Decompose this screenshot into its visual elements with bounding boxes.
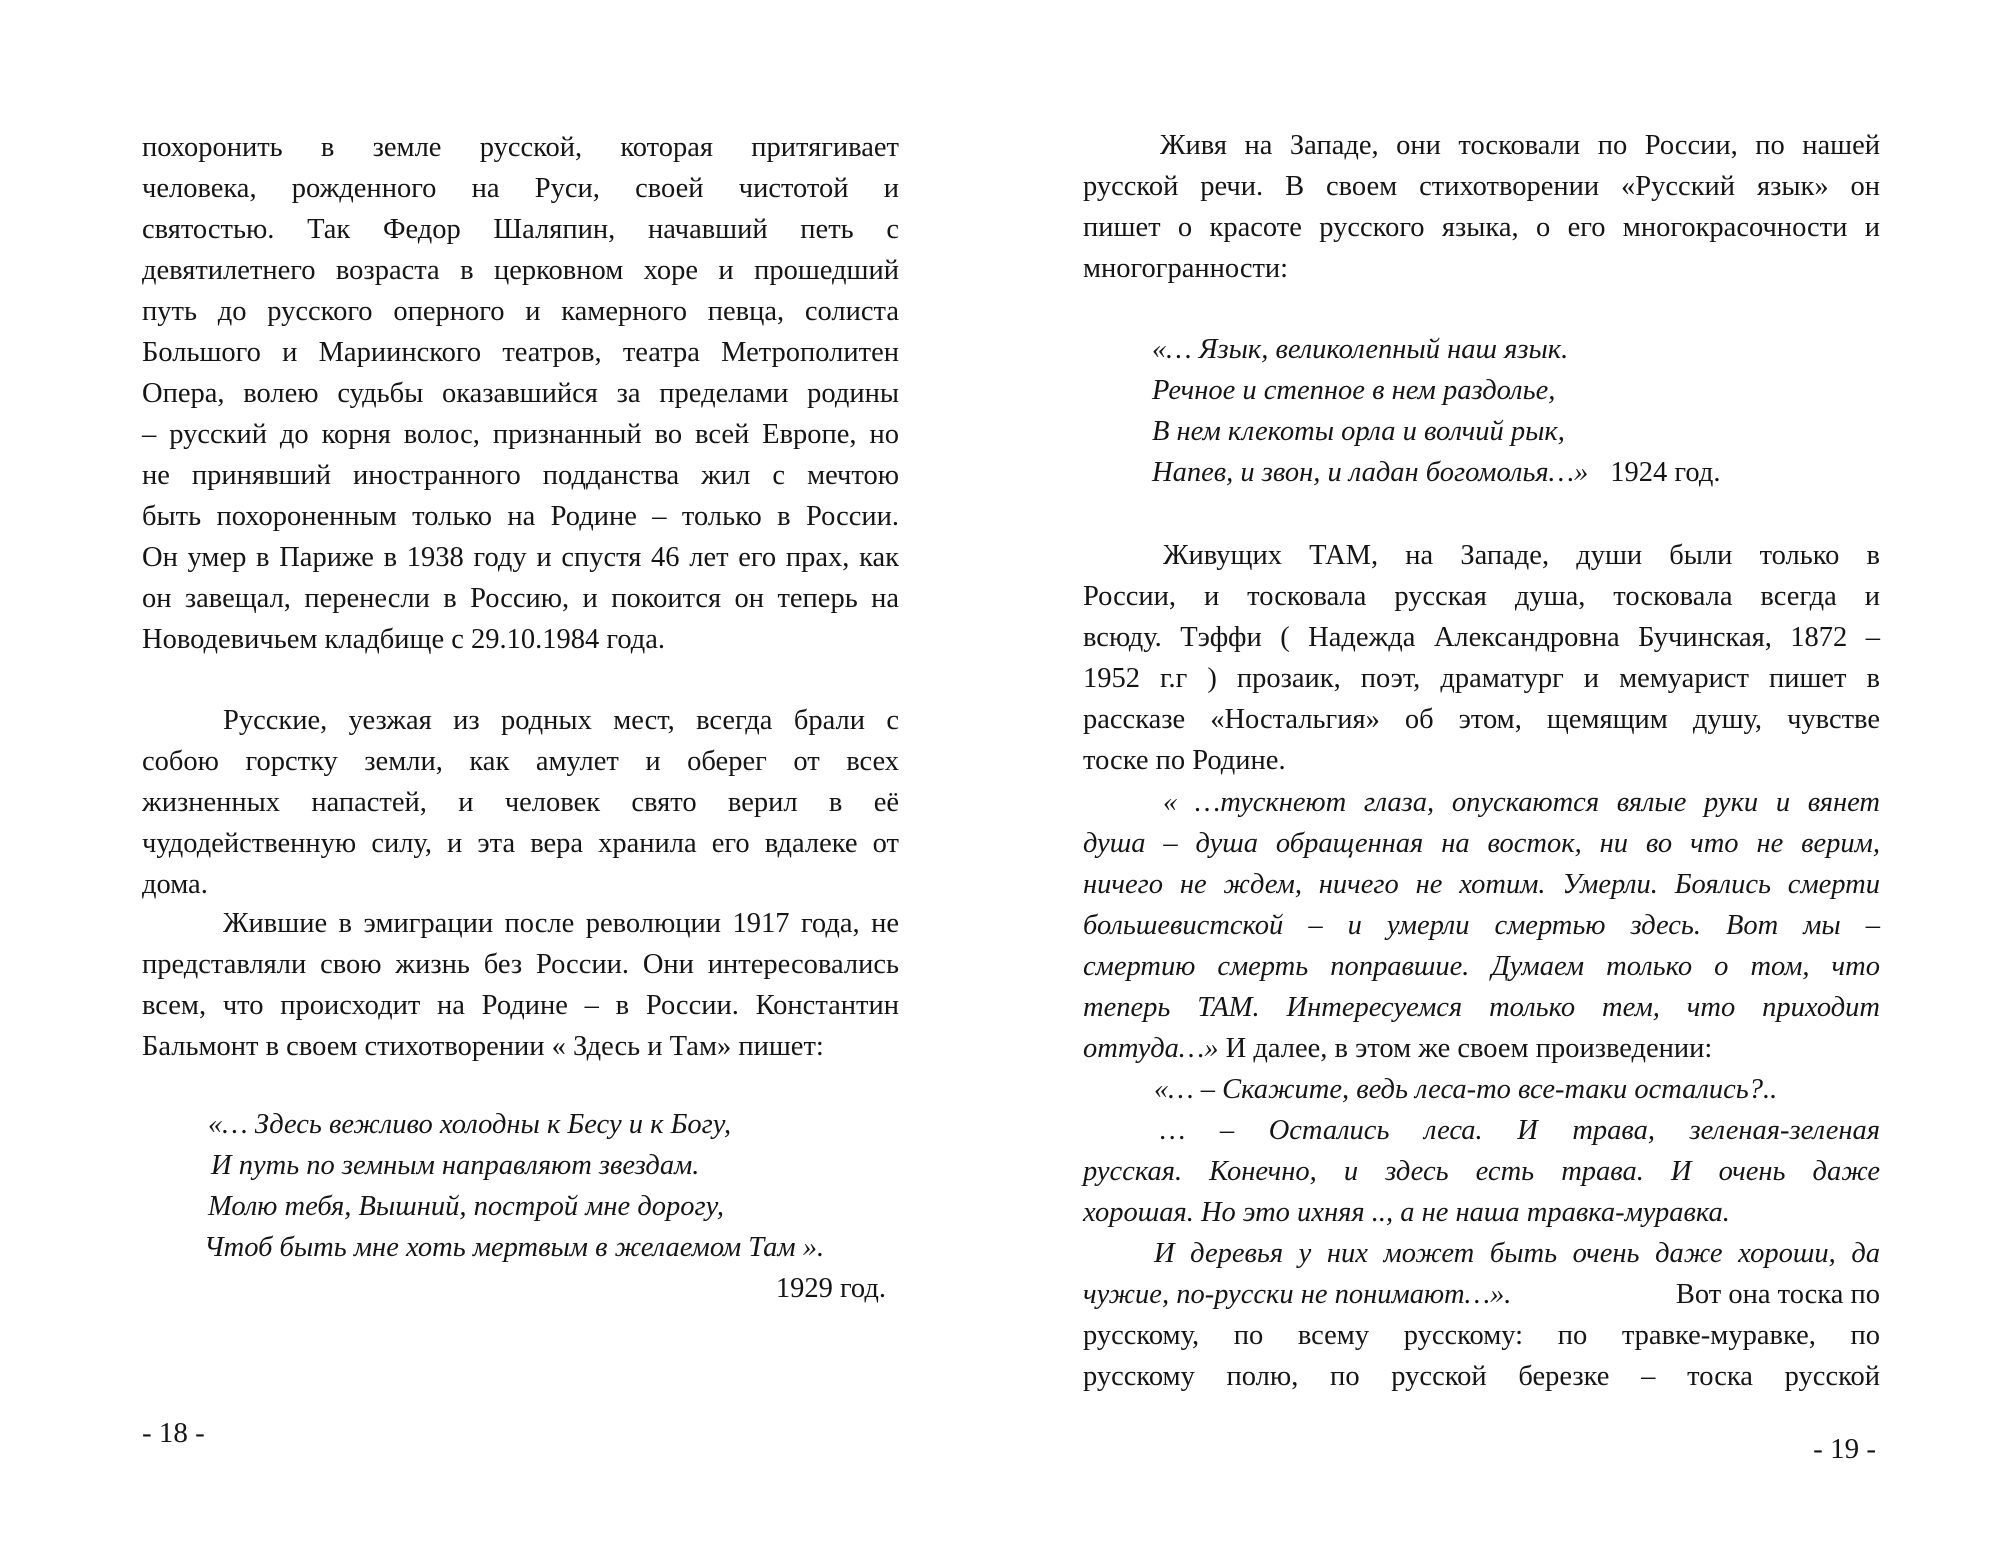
- text-line: человека, рожденного на Руси, своей чистотой и: [142, 173, 899, 204]
- poem-year: 1929 год.: [775, 1273, 886, 1304]
- quote-line: душа – душа обращенная на восток, ни во что не верим,: [1083, 828, 1880, 859]
- text-line: [1083, 1028, 1880, 1069]
- quote-line: теперь ТАМ. Интересуемся только тем, что приходит: [1083, 992, 1880, 1023]
- text-line: русской речи. В своем стихотворении «Русский язык» он: [1083, 171, 1880, 202]
- quote-continuation: И далее, в этом же своем произведении:: [1218, 1033, 1713, 1064]
- text-line: – русский до корня волос, признанный во всей Европе, но: [142, 419, 899, 450]
- page-number: - 19 -: [1813, 1433, 1876, 1465]
- text-line: всем, что происходит на Родине – в России. Константин: [142, 990, 899, 1021]
- poem-year: 1924 год.: [1610, 457, 1721, 488]
- text-line: чудодейственную силу, и эта вера хранила его вдалеке от: [142, 828, 899, 859]
- poem-line: И путь по земным направляют звездам.: [211, 1150, 700, 1181]
- text-line: многогранности:: [1083, 253, 1289, 284]
- text-line: всюду. Тэффи ( Надежда Александровна Бучинская, 1872 –: [1083, 622, 1880, 653]
- text-line: Он умер в Париже в 1938 году и спустя 46 лет его прах, как: [142, 542, 899, 573]
- text-line: не принявший иностранного подданства жил с мечтою: [142, 460, 899, 491]
- dialog-line: И деревья у них может быть очень даже хороши, да: [1154, 1238, 1880, 1269]
- dialog-line: «… – Скажите, ведь леса-то все-таки остались?..: [1154, 1074, 1778, 1105]
- text-line: представляли свою жизнь без России. Они интересовались: [142, 949, 899, 980]
- page-number: - 18 -: [142, 1417, 205, 1449]
- dialog-end: чужие, по-русски не понимают…».: [1083, 1279, 1512, 1310]
- text-line: быть похороненным только на Родине – только в России.: [142, 501, 899, 532]
- poem-line: «… Язык, великолепный наш язык.: [1152, 334, 1569, 365]
- text-line: Опера, волею судьбы оказавшийся за пределами родины: [142, 378, 899, 409]
- right-page: [1000, 0, 2000, 1541]
- text-line: Живя на Западе, они тосковали по России, по нашей: [1160, 130, 1880, 161]
- text-line: России, и тосковала русская душа, тосковала всегда и: [1083, 581, 1880, 612]
- text-line: рассказе «Ностальгия» об этом, щемящим душу, чувстве: [1083, 704, 1880, 735]
- text-continuation: Вот она тоска по: [1675, 1279, 1880, 1310]
- poem-line: Чтоб быть мне хоть мертвым в желаемом Там ».: [204, 1232, 825, 1263]
- text-line: русскому полю, по русской березке – тоска русской: [1083, 1361, 1880, 1392]
- quote-line: ничего не ждем, ничего не хотим. Умерли. Боялись смерти: [1083, 869, 1880, 900]
- dialog-line: русская. Конечно, и здесь есть трава. И очень даже: [1083, 1156, 1880, 1187]
- text-line: 1952 г.г ) прозаик, поэт, драматург и мемуарист пишет в: [1083, 663, 1880, 694]
- poem-line: [1152, 452, 1720, 493]
- text-line: Бальмонт в своем стихотворении « Здесь и Там» пишет:: [142, 1031, 824, 1062]
- text-line: дома.: [142, 869, 208, 900]
- text-line: Жившие в эмиграции после революции 1917 года, не: [223, 908, 899, 939]
- quote-line: « …тускнеют глаза, опускаются вялые руки и вянет: [1163, 787, 1880, 818]
- quote-line: большевистской – и умерли смертью здесь. Вот мы –: [1083, 910, 1880, 941]
- text-line: похоронить в земле русской, которая притягивает: [142, 132, 899, 163]
- quote-end: оттуда…»: [1083, 1033, 1219, 1064]
- text-line: он завещал, перенесли в Россию, и покоится он теперь на: [142, 583, 899, 614]
- poem-line: «… Здесь вежливо холодны к Бесу и к Богу,: [208, 1109, 732, 1140]
- quote-line: смертию смерть поправшие. Думаем только о том, что: [1083, 951, 1880, 982]
- dialog-line: … – Остались леса. И трава, зеленая-зеленая: [1160, 1115, 1880, 1146]
- text-line: Новодевичьем кладбище с 29.10.1984 года.: [142, 624, 666, 655]
- text-line: Русские, уезжая из родных мест, всегда брали с: [223, 705, 899, 736]
- text-line: девятилетнего возраста в церковном хоре и прошедший: [142, 255, 899, 286]
- text-line: тоске по Родине.: [1083, 745, 1286, 776]
- text-line: святостью. Так Федор Шаляпин, начавший петь с: [142, 214, 899, 245]
- text-line: жизненных напастей, и человек свято верил в её: [142, 787, 899, 818]
- text-line: [1083, 1274, 1880, 1315]
- text-line: русскому, по всему русскому: по травке-муравке, по: [1083, 1320, 1880, 1351]
- poem-line: Речное и степное в нем раздолье,: [1152, 375, 1556, 406]
- poem-line-text: Напев, и звон, и ладан богомолья…»: [1152, 457, 1589, 488]
- text-line: пишет о красоте русского языка, о его многокрасочности и: [1083, 212, 1880, 243]
- poem-line: В нем клекоты орла и волчий рык,: [1152, 416, 1565, 447]
- text-line: Большого и Мариинского театров, театра Метрополитен: [142, 337, 899, 368]
- poem-line: Молю тебя, Вышний, построй мне дорогу,: [208, 1191, 724, 1222]
- text-line: Живущих ТАМ, на Западе, души были только в: [1163, 540, 1880, 571]
- text-line: собою горстку земли, как амулет и оберег от всех: [142, 746, 899, 777]
- text-line: путь до русского оперного и камерного певца, солиста: [142, 296, 899, 327]
- dialog-line: хорошая. Но это ихняя .., а не наша травка-муравка.: [1083, 1197, 1730, 1228]
